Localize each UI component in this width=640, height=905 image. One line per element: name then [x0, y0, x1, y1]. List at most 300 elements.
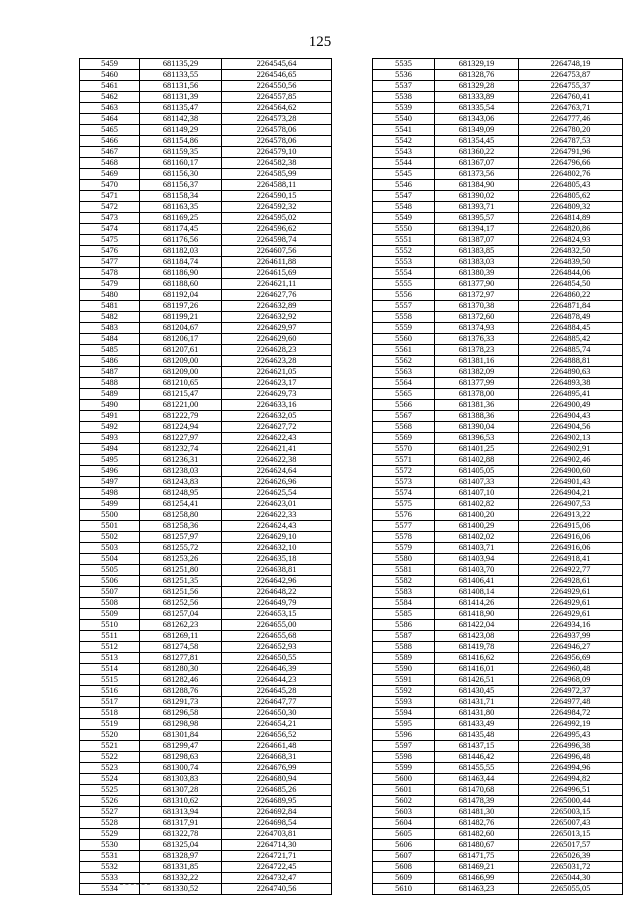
x-coordinate-cell: 681248,95 — [140, 488, 222, 499]
y-coordinate-cell: 2264934,16 — [519, 620, 623, 631]
table-row — [373, 488, 623, 499]
x-coordinate-cell: 681160,17 — [140, 158, 222, 169]
y-coordinate-cell: 2264721,71 — [222, 851, 332, 862]
table-row — [373, 807, 623, 818]
table-row — [80, 587, 332, 598]
point-number-cell: 5570 — [373, 444, 435, 455]
y-coordinate-cell: 2264668,31 — [222, 752, 332, 763]
table-row — [80, 268, 332, 279]
x-coordinate-cell: 681149,29 — [140, 125, 222, 136]
x-coordinate-cell: 681470,68 — [435, 785, 519, 796]
x-coordinate-cell: 681251,80 — [140, 565, 222, 576]
y-coordinate-cell: 2264703,81 — [222, 829, 332, 840]
point-number-cell: 5467 — [80, 147, 140, 158]
table-row — [373, 653, 623, 664]
table-row — [80, 92, 332, 103]
x-coordinate-cell: 681395,57 — [435, 213, 519, 224]
x-coordinate-cell: 681360,22 — [435, 147, 519, 158]
point-number-cell: 5492 — [80, 422, 140, 433]
table-row — [80, 576, 332, 587]
table-row — [373, 466, 623, 477]
x-coordinate-cell: 681378,23 — [435, 345, 519, 356]
table-row — [80, 829, 332, 840]
table-row — [373, 367, 623, 378]
y-coordinate-cell: 2264632,10 — [222, 543, 332, 554]
point-number-cell: 5518 — [80, 708, 140, 719]
x-coordinate-cell: 681207,61 — [140, 345, 222, 356]
table-row — [373, 455, 623, 466]
table-row — [80, 202, 332, 213]
x-coordinate-cell: 681251,35 — [140, 576, 222, 587]
table-row — [373, 257, 623, 268]
table-row — [80, 851, 332, 862]
y-coordinate-cell: 2264645,28 — [222, 686, 332, 697]
y-coordinate-cell: 2264578,06 — [222, 136, 332, 147]
y-coordinate-cell: 2264890,63 — [519, 367, 623, 378]
point-number-cell: 5591 — [373, 675, 435, 686]
point-number-cell: 5572 — [373, 466, 435, 477]
point-number-cell: 5565 — [373, 389, 435, 400]
x-coordinate-cell: 681182,03 — [140, 246, 222, 257]
point-number-cell: 5488 — [80, 378, 140, 389]
table-row — [80, 796, 332, 807]
y-coordinate-cell: 2264928,61 — [519, 576, 623, 587]
table-row — [80, 862, 332, 873]
point-number-cell: 5508 — [80, 598, 140, 609]
x-coordinate-cell: 681255,72 — [140, 543, 222, 554]
x-coordinate-cell: 681197,26 — [140, 301, 222, 312]
x-coordinate-cell: 681156,37 — [140, 180, 222, 191]
point-number-cell: 5491 — [80, 411, 140, 422]
y-coordinate-cell: 2264680,94 — [222, 774, 332, 785]
x-coordinate-cell: 681394,17 — [435, 224, 519, 235]
y-coordinate-cell: 2264996,38 — [519, 741, 623, 752]
x-coordinate-cell: 681407,10 — [435, 488, 519, 499]
table-row — [80, 191, 332, 202]
x-coordinate-cell: 681426,51 — [435, 675, 519, 686]
x-coordinate-cell: 681332,22 — [140, 873, 222, 884]
point-number-cell: 5546 — [373, 180, 435, 191]
table-row — [80, 323, 332, 334]
y-coordinate-cell: 2264960,48 — [519, 664, 623, 675]
table-row — [373, 125, 623, 136]
x-coordinate-cell: 681381,16 — [435, 356, 519, 367]
x-coordinate-cell: 681206,17 — [140, 334, 222, 345]
point-number-cell: 5495 — [80, 455, 140, 466]
y-coordinate-cell: 2264956,69 — [519, 653, 623, 664]
x-coordinate-cell: 681383,85 — [435, 246, 519, 257]
y-coordinate-cell: 2264995,43 — [519, 730, 623, 741]
table-row — [80, 642, 332, 653]
x-coordinate-cell: 681300,74 — [140, 763, 222, 774]
table-row — [373, 334, 623, 345]
point-number-cell: 5543 — [373, 147, 435, 158]
point-number-cell: 5478 — [80, 268, 140, 279]
table-row — [373, 70, 623, 81]
point-number-cell: 5462 — [80, 92, 140, 103]
table-row — [373, 422, 623, 433]
point-number-cell: 5555 — [373, 279, 435, 290]
y-coordinate-cell: 2264629,60 — [222, 334, 332, 345]
x-coordinate-cell: 681376,33 — [435, 334, 519, 345]
x-coordinate-cell: 681269,11 — [140, 631, 222, 642]
y-coordinate-cell: 2264633,16 — [222, 400, 332, 411]
point-number-cell: 5566 — [373, 400, 435, 411]
x-coordinate-cell: 681328,97 — [140, 851, 222, 862]
x-coordinate-cell: 681298,98 — [140, 719, 222, 730]
table-row — [373, 642, 623, 653]
y-coordinate-cell: 2264592,32 — [222, 202, 332, 213]
x-coordinate-cell: 681416,62 — [435, 653, 519, 664]
point-number-cell: 5558 — [373, 312, 435, 323]
y-coordinate-cell: 2264676,99 — [222, 763, 332, 774]
table-row — [373, 235, 623, 246]
table-row — [80, 334, 332, 345]
x-coordinate-cell: 681188,60 — [140, 279, 222, 290]
point-number-cell: 5479 — [80, 279, 140, 290]
y-coordinate-cell: 2264627,76 — [222, 290, 332, 301]
y-coordinate-cell: 2265017,57 — [519, 840, 623, 851]
x-coordinate-cell: 681354,45 — [435, 136, 519, 147]
point-number-cell: 5594 — [373, 708, 435, 719]
x-coordinate-cell: 681469,21 — [435, 862, 519, 873]
y-coordinate-cell: 2265003,15 — [519, 807, 623, 818]
y-coordinate-cell: 2264748,19 — [519, 59, 623, 70]
y-coordinate-cell: 2264805,43 — [519, 180, 623, 191]
point-number-cell: 5515 — [80, 675, 140, 686]
x-coordinate-cell: 681437,15 — [435, 741, 519, 752]
table-row — [80, 59, 332, 70]
y-coordinate-cell: 2264623,01 — [222, 499, 332, 510]
x-coordinate-cell: 681135,47 — [140, 103, 222, 114]
table-row — [373, 675, 623, 686]
x-coordinate-cell: 681466,99 — [435, 873, 519, 884]
table-row — [80, 125, 332, 136]
y-coordinate-cell: 2264854,50 — [519, 279, 623, 290]
point-number-cell: 5559 — [373, 323, 435, 334]
point-number-cell: 5523 — [80, 763, 140, 774]
y-coordinate-cell: 2264621,11 — [222, 279, 332, 290]
x-coordinate-cell: 681402,82 — [435, 499, 519, 510]
point-number-cell: 5596 — [373, 730, 435, 741]
x-coordinate-cell: 681480,67 — [435, 840, 519, 851]
y-coordinate-cell: 2264916,06 — [519, 543, 623, 554]
table-row — [373, 708, 623, 719]
table-row — [373, 312, 623, 323]
table-row — [373, 719, 623, 730]
table-row — [80, 356, 332, 367]
y-coordinate-cell: 2264623,17 — [222, 378, 332, 389]
point-number-cell: 5480 — [80, 290, 140, 301]
x-coordinate-cell: 681400,29 — [435, 521, 519, 532]
x-coordinate-cell: 681329,28 — [435, 81, 519, 92]
y-coordinate-cell: 2264796,66 — [519, 158, 623, 169]
x-coordinate-cell: 681370,38 — [435, 301, 519, 312]
y-coordinate-cell: 2265026,39 — [519, 851, 623, 862]
y-coordinate-cell: 2264652,93 — [222, 642, 332, 653]
x-coordinate-cell: 681406,41 — [435, 576, 519, 587]
point-number-cell: 5568 — [373, 422, 435, 433]
y-coordinate-cell: 2264624,64 — [222, 466, 332, 477]
point-number-cell: 5539 — [373, 103, 435, 114]
table-row — [373, 543, 623, 554]
point-number-cell: 5574 — [373, 488, 435, 499]
point-number-cell: 5544 — [373, 158, 435, 169]
point-number-cell: 5578 — [373, 532, 435, 543]
point-number-cell: 5573 — [373, 477, 435, 488]
page-number: 125 — [308, 34, 332, 50]
y-coordinate-cell: 2264627,72 — [222, 422, 332, 433]
table-row — [373, 356, 623, 367]
point-number-cell: 5481 — [80, 301, 140, 312]
table-row — [80, 510, 332, 521]
point-number-cell: 5529 — [80, 829, 140, 840]
y-coordinate-cell: 2264632,89 — [222, 301, 332, 312]
table-row — [80, 664, 332, 675]
y-coordinate-cell: 2264596,62 — [222, 224, 332, 235]
table-row — [373, 224, 623, 235]
x-coordinate-cell: 681262,23 — [140, 620, 222, 631]
table-row — [373, 521, 623, 532]
y-coordinate-cell: 2264632,92 — [222, 312, 332, 323]
table-row — [80, 400, 332, 411]
y-coordinate-cell: 2264809,32 — [519, 202, 623, 213]
table-row — [80, 620, 332, 631]
point-number-cell: 5472 — [80, 202, 140, 213]
table-row — [373, 268, 623, 279]
point-number-cell: 5584 — [373, 598, 435, 609]
point-number-cell: 5542 — [373, 136, 435, 147]
table-row — [373, 92, 623, 103]
y-coordinate-cell: 2264824,93 — [519, 235, 623, 246]
x-coordinate-cell: 681133,55 — [140, 70, 222, 81]
y-coordinate-cell: 2264780,20 — [519, 125, 623, 136]
table-row — [80, 840, 332, 851]
x-coordinate-cell: 681307,28 — [140, 785, 222, 796]
point-number-cell: 5548 — [373, 202, 435, 213]
point-number-cell: 5588 — [373, 642, 435, 653]
point-number-cell: 5494 — [80, 444, 140, 455]
point-number-cell: 5500 — [80, 510, 140, 521]
table-row — [80, 422, 332, 433]
point-number-cell: 5520 — [80, 730, 140, 741]
point-number-cell: 5562 — [373, 356, 435, 367]
y-coordinate-cell: 2264625,54 — [222, 488, 332, 499]
point-number-cell: 5606 — [373, 840, 435, 851]
table-row — [80, 675, 332, 686]
x-coordinate-cell: 681156,30 — [140, 169, 222, 180]
table-row — [80, 180, 332, 191]
point-number-cell: 5487 — [80, 367, 140, 378]
table-row — [373, 191, 623, 202]
point-number-cell: 5545 — [373, 169, 435, 180]
y-coordinate-cell: 2264871,84 — [519, 301, 623, 312]
x-coordinate-cell: 681291,73 — [140, 697, 222, 708]
x-coordinate-cell: 681390,04 — [435, 422, 519, 433]
y-coordinate-cell: 2264972,37 — [519, 686, 623, 697]
point-number-cell: 5547 — [373, 191, 435, 202]
x-coordinate-cell: 681403,70 — [435, 565, 519, 576]
point-number-cell: 5586 — [373, 620, 435, 631]
table-row — [80, 158, 332, 169]
table-row — [373, 477, 623, 488]
table-row — [373, 730, 623, 741]
x-coordinate-cell: 681403,94 — [435, 554, 519, 565]
table-row — [80, 411, 332, 422]
x-coordinate-cell: 681254,41 — [140, 499, 222, 510]
x-coordinate-cell: 681192,04 — [140, 290, 222, 301]
y-coordinate-cell: 2264844,06 — [519, 268, 623, 279]
point-number-cell: 5600 — [373, 774, 435, 785]
table-row — [80, 301, 332, 312]
y-coordinate-cell: 2264895,41 — [519, 389, 623, 400]
y-coordinate-cell: 2264915,06 — [519, 521, 623, 532]
x-coordinate-cell: 681325,04 — [140, 840, 222, 851]
y-coordinate-cell: 2265044,30 — [519, 873, 623, 884]
x-coordinate-cell: 681335,54 — [435, 103, 519, 114]
x-coordinate-cell: 681378,00 — [435, 389, 519, 400]
point-number-cell: 5477 — [80, 257, 140, 268]
point-number-cell: 5486 — [80, 356, 140, 367]
x-coordinate-cell: 681186,90 — [140, 268, 222, 279]
point-number-cell: 5604 — [373, 818, 435, 829]
table-row — [80, 543, 332, 554]
table-row — [80, 279, 332, 290]
table-row — [80, 565, 332, 576]
y-coordinate-cell: 2264860,22 — [519, 290, 623, 301]
table-row — [80, 70, 332, 81]
y-coordinate-cell: 2264904,21 — [519, 488, 623, 499]
x-coordinate-cell: 681418,90 — [435, 609, 519, 620]
point-number-cell: 5505 — [80, 565, 140, 576]
table-row — [373, 796, 623, 807]
point-number-cell: 5541 — [373, 125, 435, 136]
table-row — [373, 81, 623, 92]
x-coordinate-cell: 681333,89 — [435, 92, 519, 103]
y-coordinate-cell: 2264977,48 — [519, 697, 623, 708]
table-row — [373, 499, 623, 510]
x-coordinate-cell: 681317,91 — [140, 818, 222, 829]
footer-mark — [120, 884, 150, 885]
table-row — [80, 697, 332, 708]
y-coordinate-cell: 2264573,28 — [222, 114, 332, 125]
table-row — [373, 697, 623, 708]
point-number-cell: 5537 — [373, 81, 435, 92]
x-coordinate-cell: 681367,07 — [435, 158, 519, 169]
y-coordinate-cell: 2264545,64 — [222, 59, 332, 70]
y-coordinate-cell: 2265007,43 — [519, 818, 623, 829]
x-coordinate-cell: 681184,74 — [140, 257, 222, 268]
point-number-cell: 5525 — [80, 785, 140, 796]
table-row — [80, 345, 332, 356]
point-number-cell: 5560 — [373, 334, 435, 345]
point-number-cell: 5506 — [80, 576, 140, 587]
point-number-cell: 5564 — [373, 378, 435, 389]
y-coordinate-cell: 2264656,52 — [222, 730, 332, 741]
x-coordinate-cell: 681383,03 — [435, 257, 519, 268]
table-row — [373, 873, 623, 884]
x-coordinate-cell: 681478,39 — [435, 796, 519, 807]
x-coordinate-cell: 681430,45 — [435, 686, 519, 697]
coordinates-table-left — [79, 58, 332, 895]
point-number-cell: 5501 — [80, 521, 140, 532]
table-row — [373, 565, 623, 576]
y-coordinate-cell: 2264588,11 — [222, 180, 332, 191]
y-coordinate-cell: 2264753,87 — [519, 70, 623, 81]
y-coordinate-cell: 2264623,28 — [222, 356, 332, 367]
y-coordinate-cell: 2265000,44 — [519, 796, 623, 807]
x-coordinate-cell: 681372,97 — [435, 290, 519, 301]
table-row — [373, 510, 623, 521]
y-coordinate-cell: 2264650,30 — [222, 708, 332, 719]
table-row — [373, 389, 623, 400]
y-coordinate-cell: 2264922,77 — [519, 565, 623, 576]
y-coordinate-cell: 2264578,06 — [222, 125, 332, 136]
point-number-cell: 5554 — [373, 268, 435, 279]
x-coordinate-cell: 681433,49 — [435, 719, 519, 730]
y-coordinate-cell: 2264802,76 — [519, 169, 623, 180]
point-number-cell: 5587 — [373, 631, 435, 642]
table-row — [80, 884, 332, 895]
point-number-cell: 5579 — [373, 543, 435, 554]
table-row — [80, 378, 332, 389]
x-coordinate-cell: 681372,60 — [435, 312, 519, 323]
x-coordinate-cell: 681299,47 — [140, 741, 222, 752]
point-number-cell: 5601 — [373, 785, 435, 796]
point-number-cell: 5476 — [80, 246, 140, 257]
y-coordinate-cell: 2265013,15 — [519, 829, 623, 840]
table-row — [373, 818, 623, 829]
y-coordinate-cell: 2264714,30 — [222, 840, 332, 851]
y-coordinate-cell: 2264763,71 — [519, 103, 623, 114]
x-coordinate-cell: 681463,44 — [435, 774, 519, 785]
x-coordinate-cell: 681408,14 — [435, 587, 519, 598]
point-number-cell: 5536 — [373, 70, 435, 81]
table-row — [80, 455, 332, 466]
point-number-cell: 5485 — [80, 345, 140, 356]
x-coordinate-cell: 681209,00 — [140, 356, 222, 367]
y-coordinate-cell: 2264629,97 — [222, 323, 332, 334]
table-row — [373, 202, 623, 213]
x-coordinate-cell: 681381,36 — [435, 400, 519, 411]
table-row — [80, 521, 332, 532]
x-coordinate-cell: 681303,83 — [140, 774, 222, 785]
x-coordinate-cell: 681301,84 — [140, 730, 222, 741]
y-coordinate-cell: 2264644,23 — [222, 675, 332, 686]
point-number-cell: 5459 — [80, 59, 140, 70]
point-number-cell: 5590 — [373, 664, 435, 675]
table-row — [80, 708, 332, 719]
table-row — [373, 290, 623, 301]
x-coordinate-cell: 681313,94 — [140, 807, 222, 818]
table-row — [80, 444, 332, 455]
table-row — [80, 554, 332, 565]
table-row — [373, 444, 623, 455]
x-coordinate-cell: 681390,02 — [435, 191, 519, 202]
table-row — [373, 620, 623, 631]
y-coordinate-cell: 2264598,74 — [222, 235, 332, 246]
table-row — [80, 114, 332, 125]
coordinates-table-right — [372, 58, 623, 895]
x-coordinate-cell: 681435,48 — [435, 730, 519, 741]
point-number-cell: 5603 — [373, 807, 435, 818]
point-number-cell: 5524 — [80, 774, 140, 785]
y-coordinate-cell: 2264996,51 — [519, 785, 623, 796]
point-number-cell: 5561 — [373, 345, 435, 356]
table-row — [373, 136, 623, 147]
x-coordinate-cell: 681446,42 — [435, 752, 519, 763]
y-coordinate-cell: 2264624,43 — [222, 521, 332, 532]
